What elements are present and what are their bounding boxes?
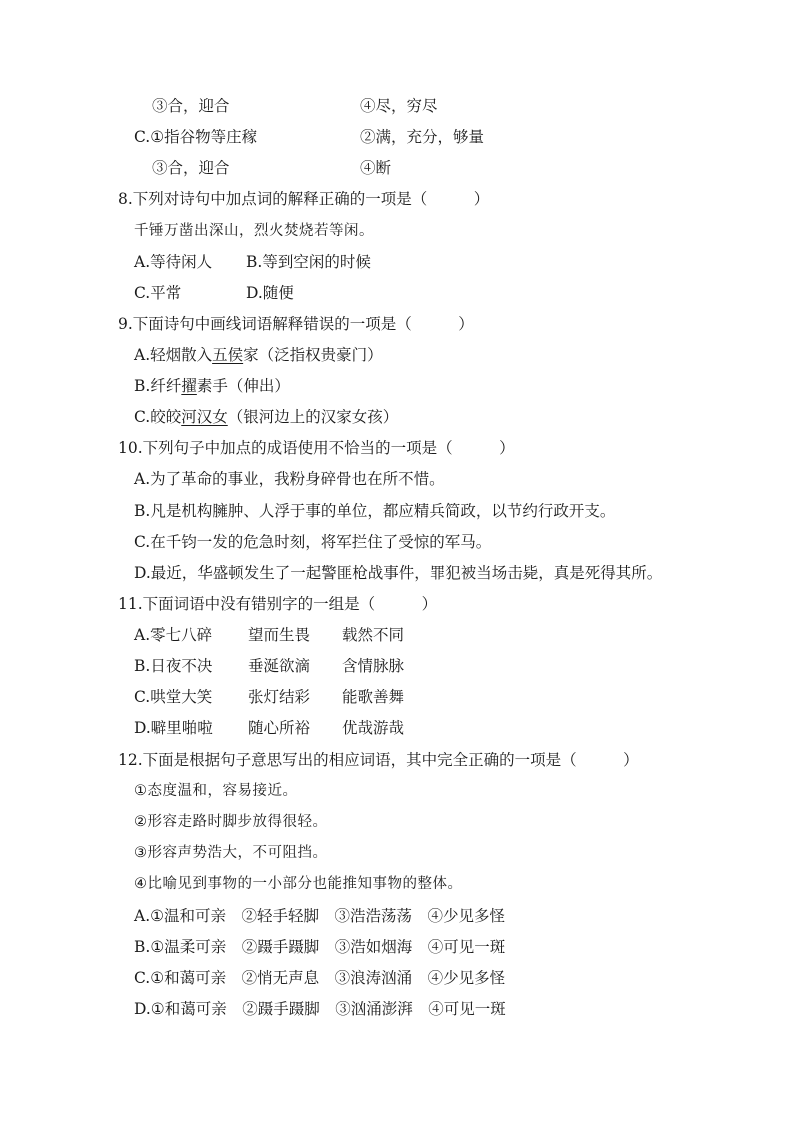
q10-option-c: C.在千钧一发的危急时刻，将军拦住了受惊的军马。 [134,533,492,551]
q11-b-word-2: 垂涎欲滴 [248,657,311,675]
q12-def-3: ③形容声势浩大，不可阻挡。 [134,845,328,861]
q7-c-option-2: ②满，充分，够量 [360,128,485,146]
q9-b-text: B.纤纤 [134,377,182,395]
q9-a-gloss: 家（泛指权贵豪门） [243,346,383,364]
q11-c-word-2: 张灯结彩 [248,688,311,706]
q11-a-word-2: 望而生畏 [248,626,311,644]
q8-option-d: D.随便 [246,284,294,302]
q9-option-b [134,376,290,396]
q7-c-option-3: ③合，迎合 [152,159,230,177]
q11-d-word-3: 优哉游哉 [342,719,405,737]
q12-def-1: ①态度温和，容易接近。 [134,783,298,799]
q8-option-a: A.等待闲人 [134,253,213,271]
q7-b-option-3: ③合，迎合 [152,97,230,115]
q11-c-word-1: C.哄堂大笑 [134,688,213,706]
q9-c-gloss: （银河边上的汉家女孩） [227,408,399,426]
q11-d-word-2: 随心所裕 [248,719,311,737]
q8-option-b: B.等到空闲的时候 [246,253,371,271]
q9-a-underlined: 五侯 [212,346,244,364]
q12-option-c: C.①和蔼可亲 ②悄无声息 ③浪涛汹涌 ④少见多怪 [134,969,506,987]
q7-c-option-4: ④断 [360,159,392,177]
q7-c-option-1: C.①指谷物等庄稼 [134,128,258,146]
q12-def-4: ④比喻见到事物的一小部分也能推知事物的整体。 [134,876,463,892]
q9-b-gloss: 素手（伸出） [196,377,290,395]
q8-stem: 8.下列对诗句中加点词的解释正确的一项是（ ） [118,190,490,208]
q9-b-underlined: 擢 [181,377,197,395]
q11-stem: 11.下面词语中没有错别字的一组是（ ） [118,595,438,613]
q12-option-b: B.①温柔可亲 ②蹑手蹑脚 ③浩如烟海 ④可见一斑 [134,938,506,956]
q11-b-word-3: 含情脉脉 [342,657,405,675]
q10-option-b: B.凡是机构臃肿、人浮于事的单位，都应精兵简政，以节约行政开支。 [134,502,616,520]
q10-option-a: A.为了革命的事业，我粉身碎骨也在所不惜。 [134,470,445,488]
q9-option-a [134,345,383,365]
q11-c-word-3: 能歌善舞 [342,688,405,706]
q11-a-word-1: A.零七八碎 [134,626,213,644]
q11-a-word-3: 载然不同 [342,626,405,644]
q11-d-word-1: D.噼里啪啦 [134,719,213,737]
q10-option-d: D.最近，华盛顿发生了一起警匪枪战事件，罪犯被当场击毙，真是死得其所。 [134,564,663,582]
q10-stem: 10.下列句子中加点的成语使用不恰当的一项是（ ） [118,439,515,457]
q9-c-text: C.皎皎 [134,408,182,426]
q11-b-word-1: B.日夜不决 [134,657,213,675]
q12-option-a: A.①温和可亲 ②轻手轻脚 ③浩浩荡荡 ④少见多怪 [134,907,506,925]
q8-poem: 千锤万凿出深山，烈火焚烧若等闲。 [134,223,374,239]
q8-option-c: C.平常 [134,284,182,302]
q12-def-2: ②形容走路时脚步放得很轻。 [134,814,328,830]
q9-stem: 9.下面诗句中画线词语解释错误的一项是（ ） [118,315,474,333]
q9-a-text: A.轻烟散入 [134,346,213,364]
q7-b-option-4: ④尽，穷尽 [360,97,438,115]
q9-option-c [134,407,398,427]
q12-stem: 12.下面是根据句子意思写出的相应词语，其中完全正确的一项是（ ） [118,751,639,769]
q9-c-underlined: 河汉女 [181,408,228,426]
q12-option-d: D.①和蔼可亲 ②蹑手蹑脚 ③汹涌澎湃 ④可见一斑 [134,1000,506,1018]
